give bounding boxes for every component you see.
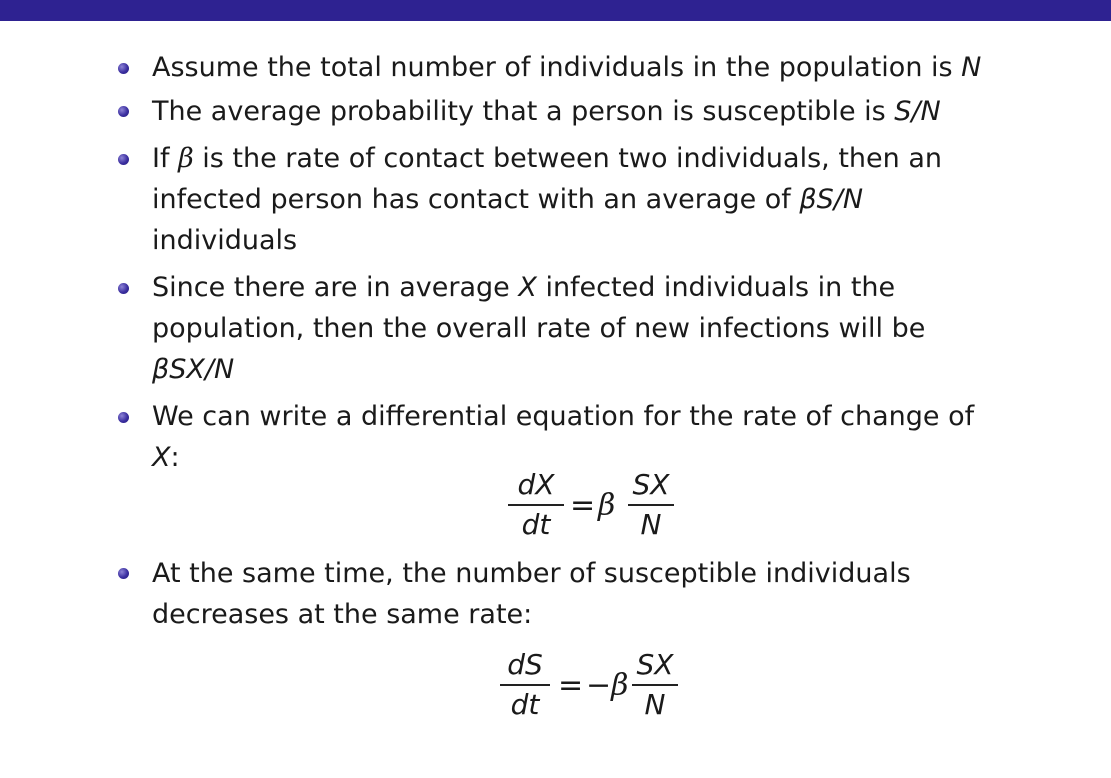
bullet-line: [152, 179, 1052, 220]
bullet-dot: [118, 106, 129, 117]
bullet-line: [152, 553, 1052, 594]
bullet-line: [152, 308, 1052, 349]
bullet-text: Since there are in average: [152, 272, 519, 303]
bullet-dot: [118, 283, 129, 294]
bullet-text: decreases at the same rate:: [152, 599, 533, 630]
bullet-text: infected individuals in the: [536, 272, 896, 303]
math-symbol: βS/N: [799, 184, 864, 215]
bullet-line: [152, 138, 1052, 179]
bullet-line: [152, 220, 1052, 261]
math-symbol: βSX/N: [152, 354, 235, 385]
bullet-text: At the same time, the number of susceptible individuals: [152, 558, 911, 589]
bullet-text: is the rate of contact between two individuals, then an: [193, 143, 942, 174]
bullet-item: [152, 553, 1052, 635]
eq2-equals: =: [558, 668, 584, 703]
bullet-item: [152, 138, 1052, 261]
eq1-equals: =: [570, 488, 596, 523]
bullet-text: :: [170, 442, 180, 473]
equation-ds-dt: [492, 648, 712, 728]
bullet-dot: [118, 154, 129, 165]
bullet-line: [152, 267, 1052, 308]
math-symbol: X: [518, 272, 537, 303]
eq2-lhs-numerator: dS: [507, 648, 543, 681]
eq2-rhs-denominator: N: [644, 688, 666, 721]
bullet-text: population, then the overall rate of new infections will be: [152, 313, 926, 344]
bullet-dot: [118, 568, 129, 579]
math-symbol: β: [178, 143, 194, 174]
bullet-line: [152, 396, 1052, 437]
eq1-lhs-denominator: dt: [521, 508, 551, 541]
bullet-text: The average probability that a person is susceptible is: [152, 96, 895, 127]
eq2-coefficient: −β: [586, 668, 629, 703]
bullet-item: [152, 91, 1052, 132]
bullet-text: Assume the total number of individuals in the population is: [152, 52, 962, 83]
eq1-rhs-denominator: N: [640, 508, 662, 541]
bullet-line: [152, 91, 1052, 132]
eq1-lhs-numerator: dX: [517, 468, 555, 501]
math-symbol: N: [961, 52, 982, 83]
bullet-dot: [118, 63, 129, 74]
bullet-line: [152, 594, 1052, 635]
eq2-lhs-denominator: dt: [510, 688, 540, 721]
bullet-item: [152, 396, 1052, 478]
eq1-coefficient: β: [598, 488, 616, 523]
bullet-text: individuals: [152, 225, 298, 256]
bullet-text: infected person has contact with an average of: [152, 184, 800, 215]
eq1-rhs-numerator: SX: [632, 468, 670, 501]
bullet-text: We can write a differential equation for the rate of change of: [152, 401, 975, 432]
bullet-line: [152, 47, 1052, 88]
bullet-item: [152, 47, 1052, 88]
eq2-rhs-numerator: SX: [636, 648, 674, 681]
math-symbol: X: [152, 442, 171, 473]
bullet-line: [152, 349, 1052, 390]
bullet-item: [152, 267, 1052, 390]
bullet-text: If: [152, 143, 179, 174]
bullet-dot: [118, 412, 129, 423]
equation-dx-dt: [500, 468, 700, 548]
math-symbol: S/N: [894, 96, 941, 127]
